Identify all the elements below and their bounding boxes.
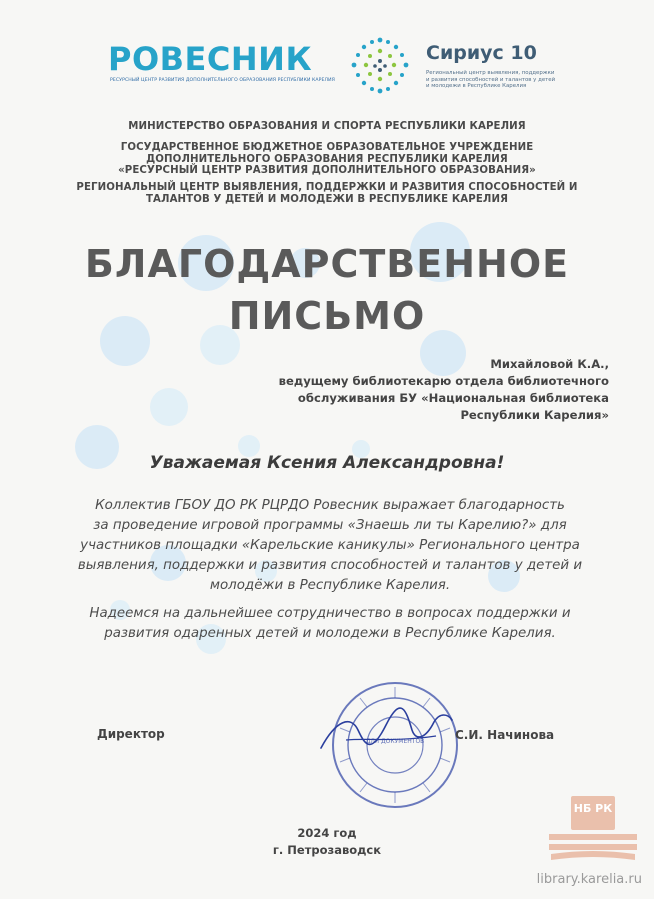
sirius-dots-icon [344, 34, 416, 96]
letter-title [40, 238, 614, 342]
library-logo-watermark-icon [543, 788, 643, 863]
decor-dot [150, 388, 188, 426]
addressee-line: Михайловой К.А., [490, 357, 609, 371]
ministry-heading [40, 121, 614, 133]
signatory-position: Директор [97, 727, 165, 741]
addressee-line: ведущему библиотекарю отдела библиотечного [278, 374, 609, 388]
institution-line: «РЕСУРСНЫЙ ЦЕНТР РАЗВИТИЯ ДОПОЛНИТЕЛЬНОГО ОБРАЗОВАНИЯ» [118, 165, 536, 176]
sirius-logo-title: Сириус 10 [426, 42, 537, 64]
letter-title-line: БЛАГОДАРСТВЕННОЕ [84, 242, 570, 286]
sirius-logo-subtitle: Региональный центр выявления, поддержки и развития способностей и талантов у детей и молодежи в Республике Карелия [426, 70, 556, 89]
stamp-text: ДЛЯ ДОКУМЕНТОВ [365, 738, 425, 745]
body-paragraph [60, 604, 600, 644]
body-paragraph [60, 496, 600, 596]
institution-heading [40, 142, 614, 177]
rovesnik-logo-subtitle: РЕСУРСНЫЙ ЦЕНТР РАЗВИТИЯ ДОПОЛНИТЕЛЬНОГО ОБРАЗОВАНИЯ РЕСПУБЛИКИ КАРЕЛИЯ [110, 78, 335, 83]
library-logo-text: НБ РК [573, 802, 613, 815]
signatory-name: С.И. Начинова [455, 728, 555, 742]
body-line: Коллектив ГБОУ ДО РК РЦРДО Ровесник выражает благодарность [95, 498, 565, 513]
rovesnik-logo-title: РОВЕСНИК [108, 40, 313, 78]
addressee-block [249, 356, 609, 424]
regional-center-heading [40, 182, 614, 205]
regional-center-line: ТАЛАНТОВ У ДЕТЕЙ И МОЛОДЕЖИ В РЕСПУБЛИКЕ КАРЕЛИЯ [145, 193, 509, 205]
institution-line: ДОПОЛНИТЕЛЬНОГО ОБРАЗОВАНИЯ РЕСПУБЛИКИ КАРЕЛИЯ [146, 153, 508, 165]
body-line: молодёжи в Республике Карелия. [209, 578, 451, 593]
body-line: выявления, поддержки и развития способностей и талантов у детей и [77, 558, 583, 573]
body-line: за проведение игровой программы «Знаешь ли ты Карелию?» для [93, 518, 567, 533]
handwritten-signature-icon [316, 700, 456, 760]
ministry-line: МИНИСТЕРСТВО ОБРАЗОВАНИЯ И СПОРТА РЕСПУБЛИКИ КАРЕЛИЯ [128, 121, 526, 132]
greeting: Уважаемая Ксения Александровна! [149, 453, 505, 473]
rovesnik-logo [108, 40, 333, 90]
body-line: развития одаренных детей и молодежи в Республике Карелия. [104, 626, 556, 641]
body-line: участников площадки «Карельские каникулы» Регионального центра [80, 538, 580, 553]
addressee-line: Республики Карелия» [460, 408, 609, 422]
regional-center-line: РЕГИОНАЛЬНЫЙ ЦЕНТР ВЫЯВЛЕНИЯ, ПОДДЕРЖКИ И РАЗВИТИЯ СПОСОБНОСТЕЙ И [76, 182, 578, 193]
addressee-line: обслуживания БУ «Национальная библиотека [297, 391, 609, 405]
letter-year: 2024 год [297, 826, 357, 840]
sirius-logo [344, 34, 554, 104]
letter-title-line: ПИСЬМО [228, 294, 426, 338]
library-site-watermark: library.karelia.ru [536, 872, 642, 887]
institution-line: ГОСУДАРСТВЕННОЕ БЮДЖЕТНОЕ ОБРАЗОВАТЕЛЬНОЕ УЧРЕЖДЕНИЕ [120, 142, 534, 153]
body-line: Надеемся на дальнейшее сотрудничество в вопросах поддержки и [89, 606, 571, 621]
letter-city: г. Петрозаводск [272, 843, 382, 857]
